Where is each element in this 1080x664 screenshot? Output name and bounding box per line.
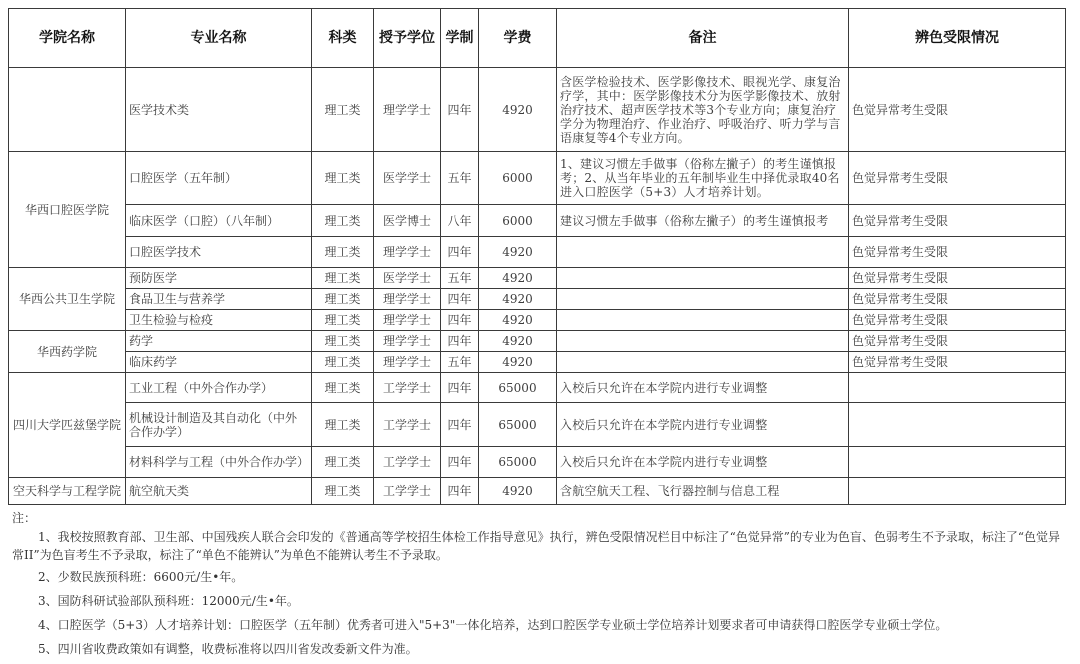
major-cell: 机械设计制造及其自动化（中外合作办学）: [126, 403, 312, 447]
remark-cell: 入校后只允许在本学院内进行专业调整: [557, 447, 849, 478]
remark-cell: 含医学检验技术、医学影像技术、眼视光学、康复治疗学，其中：医学影像技术分为医学影像技术、放射治疗技术、超声医学技术等3个专业方向；康复治疗学分为物理治疗、作业治疗、呼吸治疗、听力学与言语康复等4个专业方向。: [557, 68, 849, 152]
color-limit-cell: 色觉异常考生受限: [849, 205, 1066, 237]
table-row: [9, 205, 1066, 237]
table-row: [9, 68, 1066, 152]
degree-cell: 理学学士: [374, 352, 441, 373]
remark-cell: 入校后只允许在本学院内进行专业调整: [557, 373, 849, 403]
category-cell: 理工类: [312, 237, 374, 268]
remark-cell: [557, 237, 849, 268]
color-limit-cell: [849, 373, 1066, 403]
note-item: 3、国防科研试验部队预科班：12000元/生•年。: [38, 594, 299, 608]
major-cell: 口腔医学技术: [126, 237, 312, 268]
degree-cell: 医学学士: [374, 268, 441, 289]
major-cell: 卫生检验与检疫: [126, 310, 312, 331]
category-cell: 理工类: [312, 403, 374, 447]
table-header-row: [9, 9, 1066, 68]
duration-cell: 四年: [441, 68, 479, 152]
duration-cell: 八年: [441, 205, 479, 237]
header-major: 专业名称: [126, 9, 312, 68]
college-cell: 四川大学匹兹堡学院: [9, 373, 126, 478]
degree-cell: 工学学士: [374, 447, 441, 478]
duration-cell: 五年: [441, 352, 479, 373]
duration-cell: 四年: [441, 447, 479, 478]
category-cell: 理工类: [312, 205, 374, 237]
college-cell: 华西公共卫生学院: [9, 268, 126, 331]
remark-cell: [557, 331, 849, 352]
table-row: [9, 310, 1066, 331]
fee-cell: 65000: [479, 447, 557, 478]
color-limit-cell: 色觉异常考生受限: [849, 152, 1066, 205]
admissions-document: [8, 8, 1066, 505]
color-limit-cell: [849, 403, 1066, 447]
degree-cell: 理学学士: [374, 289, 441, 310]
majors-table: [8, 8, 1066, 505]
note-item: 1、我校按照教育部、卫生部、中国残疾人联合会印发的《普通高等学校招生体检工作指导意见》执行，辨色受限情况栏目中标注了“色觉异常”的专业为色盲、色弱考生不予录取，标注了“色觉异常II”为色盲考生不予录取，标注了“单色不能辨认”为单色不能辨认考生不予录取。: [12, 530, 1061, 562]
table-row: [9, 373, 1066, 403]
degree-cell: 工学学士: [374, 478, 441, 505]
remark-cell: 1、建议习惯左手做事（俗称左撇子）的考生谨慎报考；2、从当年毕业的五年制毕业生中择优录取40名进入口腔医学（5+3）人才培养计划。: [557, 152, 849, 205]
table-row: [9, 289, 1066, 310]
duration-cell: 四年: [441, 331, 479, 352]
category-cell: 理工类: [312, 152, 374, 205]
fee-cell: 65000: [479, 403, 557, 447]
remark-cell: [557, 352, 849, 373]
major-cell: 医学技术类: [126, 68, 312, 152]
notes-section: [12, 508, 1072, 658]
notes-heading: 注：: [12, 511, 37, 525]
table-row: [9, 447, 1066, 478]
duration-cell: 五年: [441, 268, 479, 289]
college-cell: [9, 68, 126, 152]
remark-cell: [557, 268, 849, 289]
major-cell: 预防医学: [126, 268, 312, 289]
college-cell: 华西口腔医学院: [9, 152, 126, 268]
fee-cell: 6000: [479, 152, 557, 205]
college-cell: 空天科学与工程学院: [9, 478, 126, 505]
major-cell: 航空航天类: [126, 478, 312, 505]
category-cell: 理工类: [312, 478, 374, 505]
fee-cell: 4920: [479, 268, 557, 289]
category-cell: 理工类: [312, 310, 374, 331]
table-row: [9, 268, 1066, 289]
color-limit-cell: [849, 447, 1066, 478]
degree-cell: 工学学士: [374, 373, 441, 403]
fee-cell: 4920: [479, 352, 557, 373]
remark-cell: [557, 310, 849, 331]
major-cell: 口腔医学（五年制）: [126, 152, 312, 205]
color-limit-cell: 色觉异常考生受限: [849, 268, 1066, 289]
major-cell: 临床药学: [126, 352, 312, 373]
duration-cell: 四年: [441, 403, 479, 447]
remark-cell: [557, 289, 849, 310]
duration-cell: 四年: [441, 289, 479, 310]
fee-cell: 65000: [479, 373, 557, 403]
table-row: [9, 352, 1066, 373]
header-remark: 备注: [557, 9, 849, 68]
color-limit-cell: 色觉异常考生受限: [849, 289, 1066, 310]
category-cell: 理工类: [312, 68, 374, 152]
note-item: 4、口腔医学（5+3）人才培养计划：口腔医学（五年制）优秀者可进入"5+3"一体化培养，达到口腔医学专业硕士学位培养计划要求者可申请获得口腔医学专业硕士学位。: [38, 618, 948, 632]
table-row: [9, 331, 1066, 352]
fee-cell: 4920: [479, 331, 557, 352]
color-limit-cell: 色觉异常考生受限: [849, 352, 1066, 373]
color-limit-cell: [849, 478, 1066, 505]
major-cell: 工业工程（中外合作办学）: [126, 373, 312, 403]
degree-cell: 理学学士: [374, 237, 441, 268]
header-college: 学院名称: [9, 9, 126, 68]
major-cell: 临床医学（口腔）（八年制）: [126, 205, 312, 237]
fee-cell: 4920: [479, 289, 557, 310]
degree-cell: 理学学士: [374, 68, 441, 152]
color-limit-cell: 色觉异常考生受限: [849, 310, 1066, 331]
remark-cell: 含航空航天工程、飞行器控制与信息工程: [557, 478, 849, 505]
remark-cell: 入校后只允许在本学院内进行专业调整: [557, 403, 849, 447]
header-degree: 授予学位: [374, 9, 441, 68]
category-cell: 理工类: [312, 331, 374, 352]
duration-cell: 四年: [441, 310, 479, 331]
note-item: 5、四川省收费政策如有调整，收费标准将以四川省发改委新文件为准。: [38, 642, 418, 656]
duration-cell: 四年: [441, 478, 479, 505]
fee-cell: 4920: [479, 237, 557, 268]
fee-cell: 4920: [479, 68, 557, 152]
color-limit-cell: 色觉异常考生受限: [849, 331, 1066, 352]
major-cell: 食品卫生与营养学: [126, 289, 312, 310]
remark-cell: 建议习惯左手做事（俗称左撇子）的考生谨慎报考: [557, 205, 849, 237]
color-limit-cell: 色觉异常考生受限: [849, 68, 1066, 152]
category-cell: 理工类: [312, 352, 374, 373]
color-limit-cell: 色觉异常考生受限: [849, 237, 1066, 268]
degree-cell: 理学学士: [374, 310, 441, 331]
duration-cell: 四年: [441, 237, 479, 268]
fee-cell: 4920: [479, 478, 557, 505]
major-cell: 药学: [126, 331, 312, 352]
table-row: [9, 478, 1066, 505]
duration-cell: 四年: [441, 373, 479, 403]
fee-cell: 6000: [479, 205, 557, 237]
major-cell: 材料科学与工程（中外合作办学）: [126, 447, 312, 478]
degree-cell: 医学博士: [374, 205, 441, 237]
category-cell: 理工类: [312, 289, 374, 310]
degree-cell: 理学学士: [374, 331, 441, 352]
category-cell: 理工类: [312, 373, 374, 403]
table-row: [9, 237, 1066, 268]
header-color-limit: 辨色受限情况: [849, 9, 1066, 68]
note-item: 2、少数民族预科班：6600元/生•年。: [38, 570, 244, 584]
header-fee: 学费: [479, 9, 557, 68]
category-cell: 理工类: [312, 268, 374, 289]
degree-cell: 工学学士: [374, 403, 441, 447]
college-cell: 华西药学院: [9, 331, 126, 373]
duration-cell: 五年: [441, 152, 479, 205]
header-duration: 学制: [441, 9, 479, 68]
table-row: [9, 152, 1066, 205]
table-row: [9, 403, 1066, 447]
header-category: 科类: [312, 9, 374, 68]
degree-cell: 医学学士: [374, 152, 441, 205]
fee-cell: 4920: [479, 310, 557, 331]
category-cell: 理工类: [312, 447, 374, 478]
